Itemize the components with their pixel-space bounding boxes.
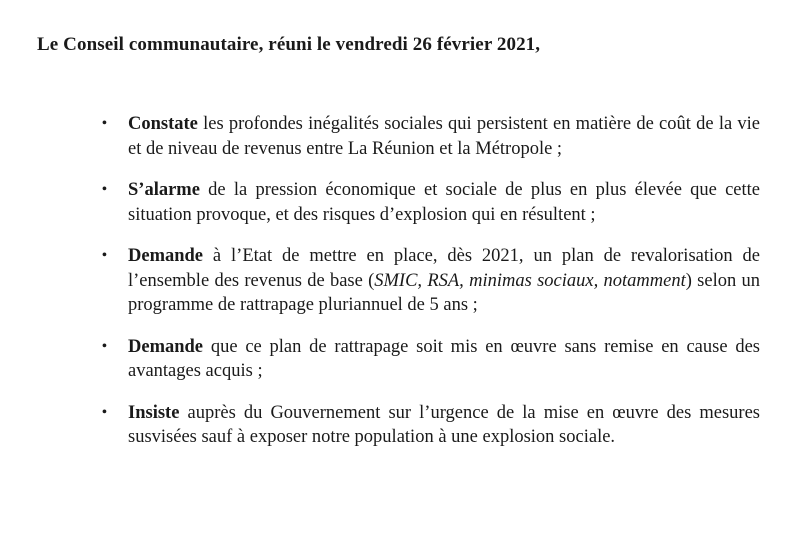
list-item-salarme: [100, 178, 760, 227]
item-text: à l’Etat de mettre en place, dès 2021, un plan de revalorisation de l’ensemble des revenus de base (: [128, 246, 760, 291]
bullet-icon: •: [102, 404, 107, 420]
bullet-icon: •: [102, 116, 107, 131]
list-item-constate: [100, 112, 760, 161]
item-text: ) selon un programme de rattrapage pluriannuel de 5 ans ;: [128, 270, 760, 315]
list-item-demande-acquis: [100, 335, 760, 384]
item-keyword: Constate: [128, 114, 198, 134]
bullet-icon: •: [102, 338, 107, 354]
resolution-heading: Le Conseil communautaire, réuni le vendredi 26 février 2021,: [37, 34, 541, 55]
bullet-icon: •: [102, 248, 107, 263]
item-text: auprès du Gouvernement sur l’urgence de la mise en œuvre des mesures susvisées sauf à exposer notre population à une explosion sociale.: [128, 402, 760, 447]
item-italic-text: SMIC, RSA, minimas sociaux, notamment: [374, 270, 686, 291]
item-keyword: Demande: [128, 246, 204, 266]
item-text: de la pression économique et sociale de plus en plus élevée que cette situation provoque, et des risques d’explosion qui en résultent ;: [128, 180, 760, 225]
list-item-demande-revalorisation: [100, 244, 760, 318]
bullet-icon: •: [102, 182, 107, 197]
resolution-list: [100, 112, 760, 450]
item-text: les profondes inégalités sociales qui persistent en matière de coût de la vie et de niveau de revenus entre La Réunion et la Métropole ;: [128, 114, 760, 159]
list-item-insiste: [100, 401, 760, 450]
item-text: que ce plan de rattrapage soit mis en œuvre sans remise en cause des avantages acquis ;: [128, 336, 760, 381]
item-keyword: Insiste: [128, 402, 180, 423]
item-keyword: S’alarme: [128, 180, 200, 200]
item-keyword: Demande: [128, 336, 204, 357]
